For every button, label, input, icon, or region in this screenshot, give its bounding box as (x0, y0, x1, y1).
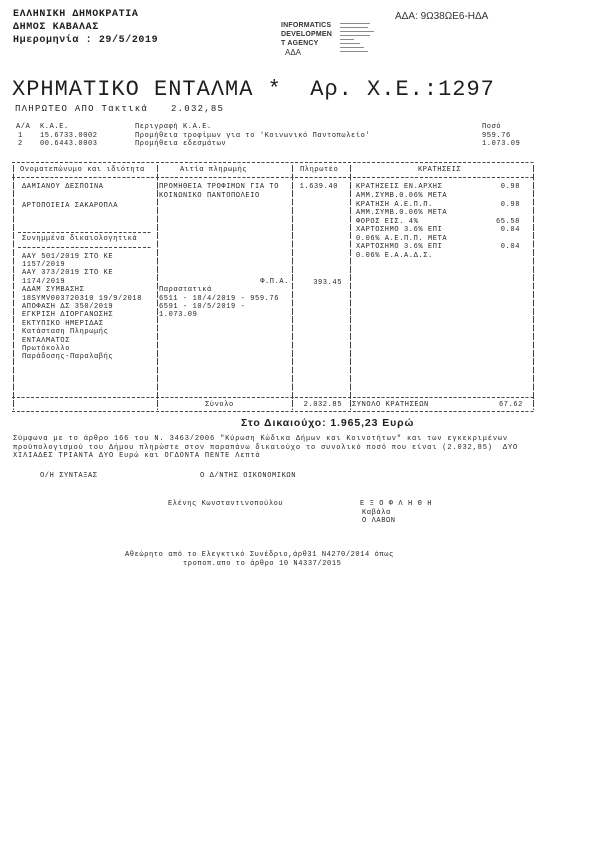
payable-label: ΠΛΗΡΩΤΕΟ ΑΠΟ Τακτικά (15, 104, 149, 114)
kae-cell: 2 (18, 140, 23, 148)
audit-footnote: τροποπ.απο το άρθρο 10 Ν4337/2015 (183, 560, 342, 568)
document-item: 6511 - 18/4/2019 - 959.76 (159, 295, 280, 303)
attachment-item: 1174/2019 (22, 278, 66, 286)
logo-fine-print (340, 39, 354, 40)
kae-header: Ποσό (482, 123, 502, 131)
attachments-rule (18, 247, 152, 248)
net-amount: 1.639.40 (299, 183, 338, 191)
attachment-item: Πρωτόκολλο (22, 345, 71, 353)
ada-code: ΑΔΑ: 9Ω38ΩΕ6-ΗΔΑ (395, 11, 489, 22)
deduction-label: ΚΡΑΤΗΣΗ Α.Ε.Π.Π. (356, 201, 433, 209)
table-rule (12, 177, 534, 178)
table-rule (12, 411, 534, 412)
kae-cell: Προμήθεια εδεσμάτων (135, 140, 227, 148)
attachment-item: 1157/2019 (22, 261, 66, 269)
director-signature-label: Ο Δ/ΝΤΗΣ ΟΙΚΟΝΟΜΙΚΩΝ (200, 472, 297, 480)
column-header: Ονοματεπώνυμο και ιδιότητα (20, 166, 145, 174)
column-divider (292, 165, 293, 410)
net-to-beneficiary: Στο Δικαιούχο: 1.965,23 Ευρώ (241, 417, 415, 429)
table-rule (12, 162, 534, 163)
vat-label: Φ.Π.Α. (260, 278, 289, 286)
deduction-label: ΦΟΡΟΣ ΕΙΣ. 4% (356, 218, 419, 226)
paid-stamp: Ε Ξ Ο Φ Λ Η Θ Η (360, 500, 433, 508)
place-label: Καβάλα (362, 509, 391, 517)
logo-fine-print (340, 23, 370, 24)
column-divider (157, 165, 158, 410)
logo-line: T AGENCY (281, 40, 319, 47)
documents-label: Παραστατικά (159, 286, 212, 294)
vat-amount: 393.45 (313, 279, 342, 287)
attachment-item: ΑΑΥ 373/2019 ΣΤΟ ΚΕ (22, 269, 114, 277)
authorization-line: ΧΙΛΙΑΔΕΣ ΤΡΙΑΝΤΑ ΔΥΟ Ευρώ και ΟΓΔΟΝΤΑ ΠΕΝΤΕ Λεπτά (13, 452, 261, 460)
deduction-amount: 0.04 (500, 243, 520, 251)
attachment-item: ΕΝΤΑΛΜΑΤΟΣ (22, 337, 71, 345)
attachment-item: Παράδοσης-Παραλαβής (22, 353, 114, 361)
authorization-line: Σύμφωνα με το άρθρο 166 του Ν. 3463/2006 "Κύρωση Κώδικα Δήμων και Κοινοτήτων" και των εγκεκριμένων (13, 435, 508, 443)
column-divider (533, 165, 534, 410)
kae-cell: 00.6443.0003 (40, 140, 98, 148)
total-label: Σύνολο (205, 401, 234, 409)
date-line: Ημερομηνία : 29/5/2019 (13, 35, 159, 46)
logo-fine-print (340, 35, 370, 36)
logo-fine-print (340, 27, 368, 28)
deduction-label: ΧΑΡΤΟΣΗΜΟ 3.6% ΕΠΙ (356, 226, 443, 234)
logo-fine-print (340, 31, 374, 32)
column-header: Πληρωτέο (300, 166, 339, 174)
logo-line: INFORMATICS (281, 22, 332, 29)
deduction-label: ΧΑΡΤΟΣΗΜΟ 3.6% ΕΠΙ (356, 243, 443, 251)
logo-line: DEVELOPMEN (281, 31, 333, 38)
column-divider (13, 165, 14, 410)
document-title: ΧΡΗΜΑΤΙΚΟ ΕΝΤΑΛΜΑ * Αρ. Χ.Ε.:1297 (12, 77, 495, 102)
table-rule (12, 397, 534, 398)
deduction-label: 0.06% Α.Ε.Π.Π. ΜΕΤΑ (356, 235, 448, 243)
logo-fine-print (340, 51, 368, 52)
beneficiary-business: ΑΡΤΟΠΟΙΕΙΑ ΣΑΚΑΡΟΠΛΑ (22, 202, 119, 210)
kae-cell: 959.76 (482, 132, 511, 140)
attachments-rule (18, 232, 152, 233)
attachments-label: Συνημμένα δικαιολογητικά (22, 235, 138, 243)
kae-header: Κ.Α.Ε. (40, 123, 69, 131)
attachment-item: ΑΑΥ 501/2019 ΣΤΟ ΚΕ (22, 253, 114, 261)
kae-header: Περιγραφή Κ.Α.Ε. (135, 123, 212, 131)
document-item: 6591 - 10/5/2019 - (159, 303, 246, 311)
column-header: ΚΡΑΤΗΣΕΙΣ (418, 166, 462, 174)
deduction-label: 0.06% Ε.Α.Α.Δ.Σ. (356, 252, 433, 260)
receiver-label: Ο ΛΑΒΩΝ (362, 517, 396, 525)
document-item: 1.073.09 (159, 311, 198, 319)
deduction-amount: 0.98 (500, 201, 520, 209)
deduction-label: ΚΡΑΤΗΣΕΙΣ ΕΝ.ΑΡΧΗΣ (356, 183, 443, 191)
kae-header: Α/Α (16, 123, 31, 131)
payment-reason: ΚΟΙΝΩΝΙΚΟ ΠΑΝΤΟΠΩΛΕΙΟ (159, 192, 260, 200)
kae-cell: Προμήθεια τροφίμων για το 'Κοινωνικό Παντοπωλείο' (135, 132, 371, 140)
total-deductions-amount: 67.62 (498, 401, 523, 409)
attachment-item: 18SYMV003720310 19/9/2018 (22, 295, 143, 303)
signatory-name: Ελένης Κωνσταντινοπούλου (168, 500, 284, 508)
total-amount: 2.032.85 (303, 401, 342, 409)
kae-cell: 15.6733.0002 (40, 132, 98, 140)
attachment-item: Κατάσταση Πληρωμής (22, 328, 109, 336)
deduction-amount: 0.98 (500, 183, 520, 191)
beneficiary-name: ΔΑΜΙΑΝΟΥ ΔΕΣΠΟΙΝΑ (22, 183, 104, 191)
total-deductions-label: ΣΥΝΟΛΟ ΚΡΑΤΗΣΕΩΝ (352, 401, 429, 409)
logo-fine-print (340, 47, 364, 48)
deduction-amount: 0.04 (500, 226, 520, 234)
kae-cell: 1.073.09 (482, 140, 521, 148)
logo-caption: ΑΔΑ (285, 48, 302, 57)
authorization-line: προϋπολογισμού του Δήμου πληρώστε στον παραπάνω δικαιούχο το συνολικό ποσό που είναι (2.032,85) ΔΥΟ (13, 444, 519, 452)
deduction-label: ΑΜΜ.ΣΥΜΒ.0.06% ΜΕΤΑ (356, 209, 448, 217)
attachment-item: ΕΓΚΡΙΣΗ ΔΙΟΡΓΑΝΩΣΗΣ (22, 311, 114, 319)
attachment-item: ΑΔΑΜ ΣΥΜΒΑΣΗΣ (22, 286, 85, 294)
municipality-heading: ΔΗΜΟΣ ΚΑΒΑΛΑΣ (13, 22, 99, 33)
payable-amount: 2.032,85 (171, 104, 225, 114)
deduction-amount: 65.58 (495, 218, 520, 226)
compiler-signature-label: Ο/Η ΣΥΝΤΑΞΑΣ (40, 472, 98, 480)
column-header: Αιτία πληρωμής (180, 166, 248, 174)
payment-reason: ΠΡΟΜΗΘΕΙΑ ΤΡΟΦΙΜΩΝ ΓΙΑ ΤΟ (159, 183, 280, 191)
deduction-label: ΑΜΜ.ΣΥΜΒ.0.06% ΜΕΤΑ (356, 192, 448, 200)
column-divider (350, 165, 351, 410)
kae-cell: 1 (18, 132, 23, 140)
attachment-item: ΑΠΟΦΑΣΗ ΔΣ 350/2019 (22, 303, 114, 311)
attachment-item: ΕΚΤΥΠΙΚΟ ΗΜΕΡΙΔΑΣ (22, 320, 104, 328)
country-heading: ΕΛΛΗΝΙΚΗ ΔΗΜΟΚΡΑΤΙΑ (13, 9, 139, 20)
logo-fine-print (340, 43, 360, 44)
audit-footnote: Αθεώρητο από το Ελεγκτικό Συνέδριο,άρθ31 Ν4270/2014 όπως (125, 551, 394, 559)
